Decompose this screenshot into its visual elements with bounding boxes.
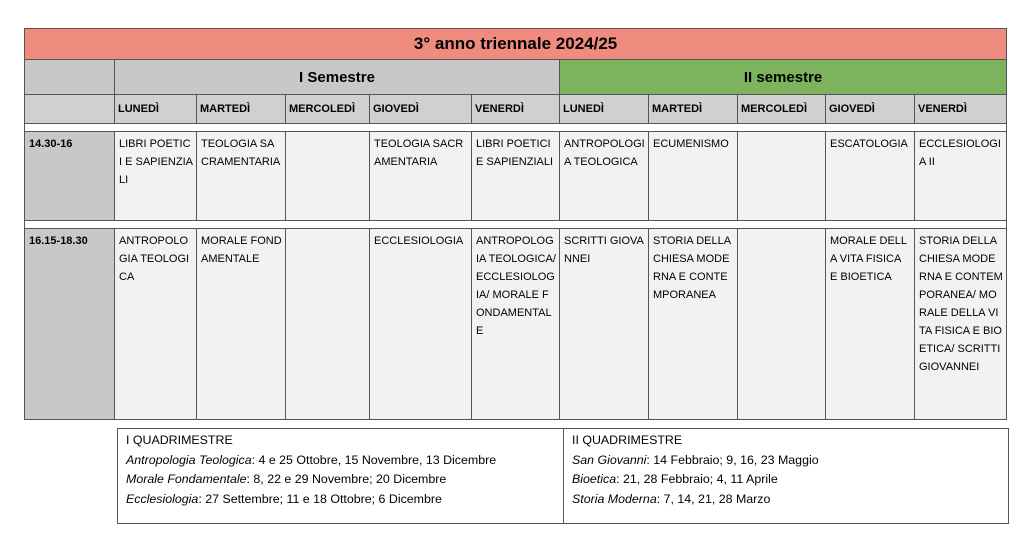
note-entry: [572, 451, 1002, 471]
note-course: Ecclesiologia: [126, 491, 199, 506]
note-dates: : 21, 28 Febbraio; 4, 11 Aprile: [616, 472, 778, 486]
note-course: San Giovanni: [572, 452, 647, 467]
course-cell: ANTROPOLOGIA TEOLOGICA: [560, 132, 649, 221]
note-course: Antropologia Teologica: [126, 452, 252, 467]
note-dates: : 4 e 25 Ottobre, 15 Novembre, 13 Dicembre: [251, 452, 497, 467]
second-semester-header: II semestre: [560, 60, 1007, 95]
spacer-row: [25, 124, 1007, 132]
first-quadrimester-notes: [118, 429, 564, 523]
time-slot-row: [25, 229, 1007, 420]
course-cell: MORALE DELLA VITA FISICA E BIOETICA: [826, 229, 915, 420]
note-entry: [572, 490, 1002, 510]
day-header: GIOVEDÌ: [370, 95, 472, 124]
notes-heading: II QUADRIMESTRE: [572, 433, 683, 447]
spacer-row: [25, 221, 1007, 229]
course-cell: ECCLESIOLOGIA: [370, 229, 472, 420]
course-cell: [738, 132, 826, 221]
course-cell: ESCATOLOGIA: [826, 132, 915, 221]
day-header: MERCOLEDÌ: [286, 95, 370, 124]
day-header: MARTEDÌ: [649, 95, 738, 124]
time-slot-row: [25, 132, 1007, 221]
course-cell: STORIA DELLA CHIESA MODERNA E CONTEMPORANEA/ MORALE DELLA VITA FISICA E BIOETICA/ SCRITTI GIOVANNEI: [915, 229, 1007, 420]
day-header: MERCOLEDÌ: [738, 95, 826, 124]
course-cell: [286, 229, 370, 420]
day-header: LUNEDÌ: [115, 95, 197, 124]
day-header: VENERDÌ: [472, 95, 560, 124]
course-cell: ANTROPOLOGIA TEOLOGICA/ ECCLESIOLOGIA/ MORALE FONDAMENTALE: [472, 229, 560, 420]
course-cell: SCRITTI GIOVANNEI: [560, 229, 649, 420]
course-cell: LIBRI POETICI E SAPIENZIALI: [115, 132, 197, 221]
note-dates: : 7, 14, 21, 28 Marzo: [656, 491, 771, 506]
course-cell: ECCLESIOLOGIA II: [915, 132, 1007, 221]
day-header-corner: [25, 95, 115, 124]
course-cell: MORALE FONDAMENTALE: [197, 229, 286, 420]
course-cell: LIBRI POETICI E SAPIENZIALI: [472, 132, 560, 221]
notes-heading: I QUADRIMESTRE: [126, 433, 233, 447]
note-entry: [126, 490, 557, 510]
corner-cell: [25, 60, 115, 95]
note-course: Bioetica: [572, 472, 617, 486]
time-slot-label: 16.15-18.30: [25, 229, 115, 420]
time-slot-label: 14.30-16: [25, 132, 115, 221]
exam-dates-box: [117, 428, 1009, 524]
course-cell: [738, 229, 826, 420]
course-cell: TEOLOGIA SACRAMENTARIA: [197, 132, 286, 221]
note-entry: [126, 451, 557, 471]
note-entry: [572, 470, 1002, 490]
day-header: VENERDÌ: [915, 95, 1007, 124]
day-header: LUNEDÌ: [560, 95, 649, 124]
second-quadrimester-notes: [564, 429, 1008, 523]
note-dates: : 14 Febbraio; 9, 16, 23 Maggio: [646, 452, 819, 467]
note-course: Morale Fondamentale: [126, 472, 247, 486]
day-header: MARTEDÌ: [197, 95, 286, 124]
note-entry: [126, 470, 557, 490]
note-dates: : 8, 22 e 29 Novembre; 20 Dicembre: [246, 472, 447, 486]
note-dates: : 27 Settembre; 11 e 18 Ottobre; 6 Dicembre: [198, 491, 442, 506]
course-cell: [286, 132, 370, 221]
first-semester-header: I Semestre: [115, 60, 560, 95]
course-cell: STORIA DELLA CHIESA MODERNA E CONTEMPORANEA: [649, 229, 738, 420]
note-course: Storia Moderna: [572, 491, 657, 506]
timetable: [24, 28, 1007, 420]
course-cell: ANTROPOLOGIA TEOLOGICA: [115, 229, 197, 420]
day-header: GIOVEDÌ: [826, 95, 915, 124]
course-cell: TEOLOGIA SACRAMENTARIA: [370, 132, 472, 221]
timetable-title: 3° anno triennale 2024/25: [25, 29, 1007, 60]
course-cell: ECUMENISMO: [649, 132, 738, 221]
